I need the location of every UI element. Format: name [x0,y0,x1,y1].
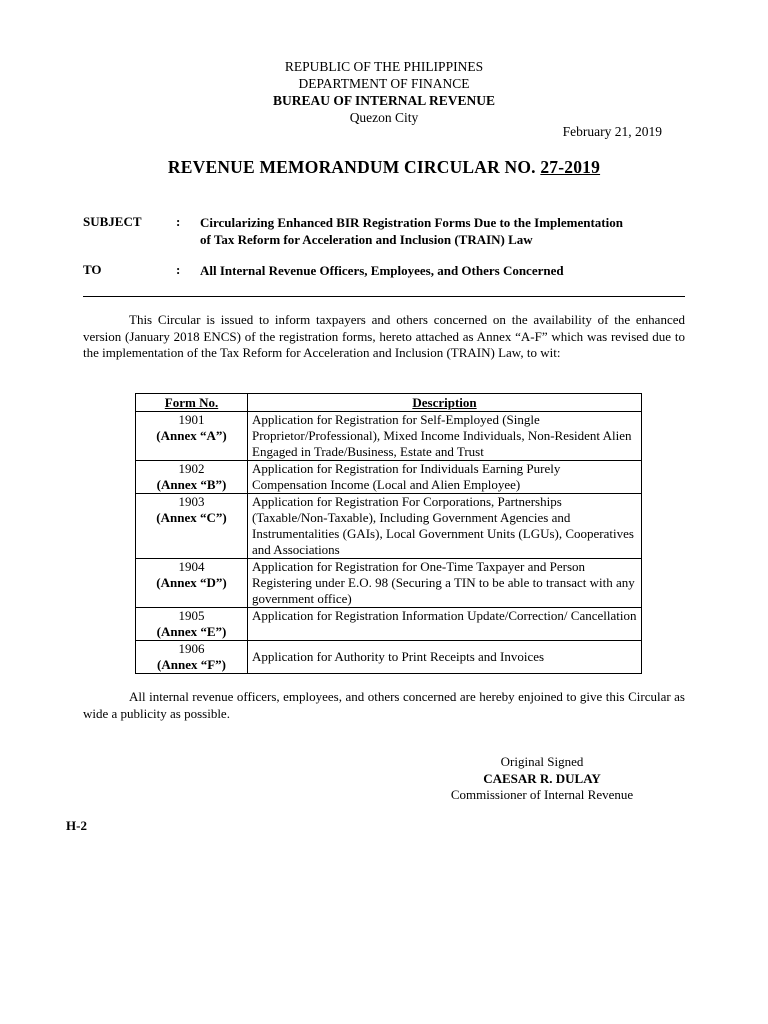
subject-label: SUBJECT [83,214,142,229]
form-number-cell [136,494,248,559]
table-row [136,608,642,641]
to-colon: : [176,262,181,277]
annex-label: (Annex “D”) [156,575,227,590]
form-number-cell [136,608,248,641]
to-value: All Internal Revenue Officers, Employees, and Others Concerned [200,263,564,278]
annex-label: (Annex “F”) [157,657,226,672]
title-prefix: REVENUE MEMORANDUM CIRCULAR NO. [167,157,541,177]
form-number-cell [136,641,248,674]
subject-colon: : [176,214,181,229]
closing-text: All internal revenue officers, employees, and others concerned are hereby enjoined to give this Circular as wide a publicity as possible. [83,689,685,721]
forms-table [135,393,642,674]
annex-label: (Annex “B”) [156,477,227,492]
annex-label: (Annex “C”) [156,510,227,525]
table-row [136,412,642,461]
table-row [136,641,642,674]
intro-text: This Circular is issued to inform taxpayers and others concerned on the availability of the enhanced version (January 2018 ENCS) of the registration forms, hereto attached as Annex “A-F” which was revised due to the implementation of the Tax Reform for Acceleration and Inclusion (TRAIN) Law, to wit: [83,312,685,360]
subject-line-1: Circularizing Enhanced BIR Registration Forms Due to the Implementation [200,215,623,230]
form-description: Application for Registration for One-Time Taxpayer and Person Registering under E.O. 98 (Securing a TIN to be able to transact with any government office) [248,559,642,608]
form-number: 1905 [178,608,205,623]
header-city: Quezon City [349,110,419,125]
memo-date: February 21, 2019 [562,124,662,139]
memo-title [0,157,768,178]
subject-line-2: of Tax Reform for Acceleration and Inclusion (TRAIN) Law [200,232,533,247]
to-label: TO [83,262,102,277]
header-bureau: BUREAU OF INTERNAL REVENUE [273,93,495,108]
form-number-cell [136,412,248,461]
form-description: Application for Authority to Print Receipts and Invoices [248,641,642,674]
form-description: Application for Registration Information Update/Correction/ Cancellation [248,608,642,641]
header-republic: REPUBLIC OF THE PHILIPPINES [284,59,484,74]
circular-number: 27-2019 [540,157,601,177]
table-row [136,461,642,494]
form-number: 1904 [178,559,205,574]
signatory-name: CAESAR R. DULAY [483,771,601,786]
document-code: H-2 [66,818,87,833]
intro-paragraph [83,312,685,362]
signatory-position: Commissioner of Internal Revenue [450,787,634,802]
form-description: Application for Registration for Self-Employed (Single Proprietor/Professional), Mixed Income Individuals, Non-Resident Alien Engaged in Trade/Business, Estate and Trust [248,412,642,461]
form-number: 1903 [178,494,205,509]
closing-paragraph [83,689,685,722]
col-form-header: Form No. [136,394,248,412]
form-description: Application for Registration For Corporations, Partnerships (Taxable/Non-Taxable), Including Government Agencies and Instrumentalities (GAIs), Local Government Units (LGUs), Cooperatives and Associations [248,494,642,559]
form-number: 1902 [178,461,205,476]
form-number: 1906 [178,641,205,656]
signature-status: Original Signed [500,754,584,769]
form-number-cell [136,559,248,608]
header-department: DEPARTMENT OF FINANCE [298,76,470,91]
table-row [136,559,642,608]
form-number: 1901 [178,412,205,427]
table-row [136,494,642,559]
header-divider [83,296,685,297]
form-description: Application for Registration for Individuals Earning Purely Compensation Income (Local and Alien Employee) [248,461,642,494]
subject-value [200,214,690,248]
form-number-cell [136,461,248,494]
annex-label: (Annex “A”) [156,428,227,443]
annex-label: (Annex “E”) [156,624,227,639]
table-header-row [136,394,642,412]
col-desc-header: Description [248,394,642,412]
